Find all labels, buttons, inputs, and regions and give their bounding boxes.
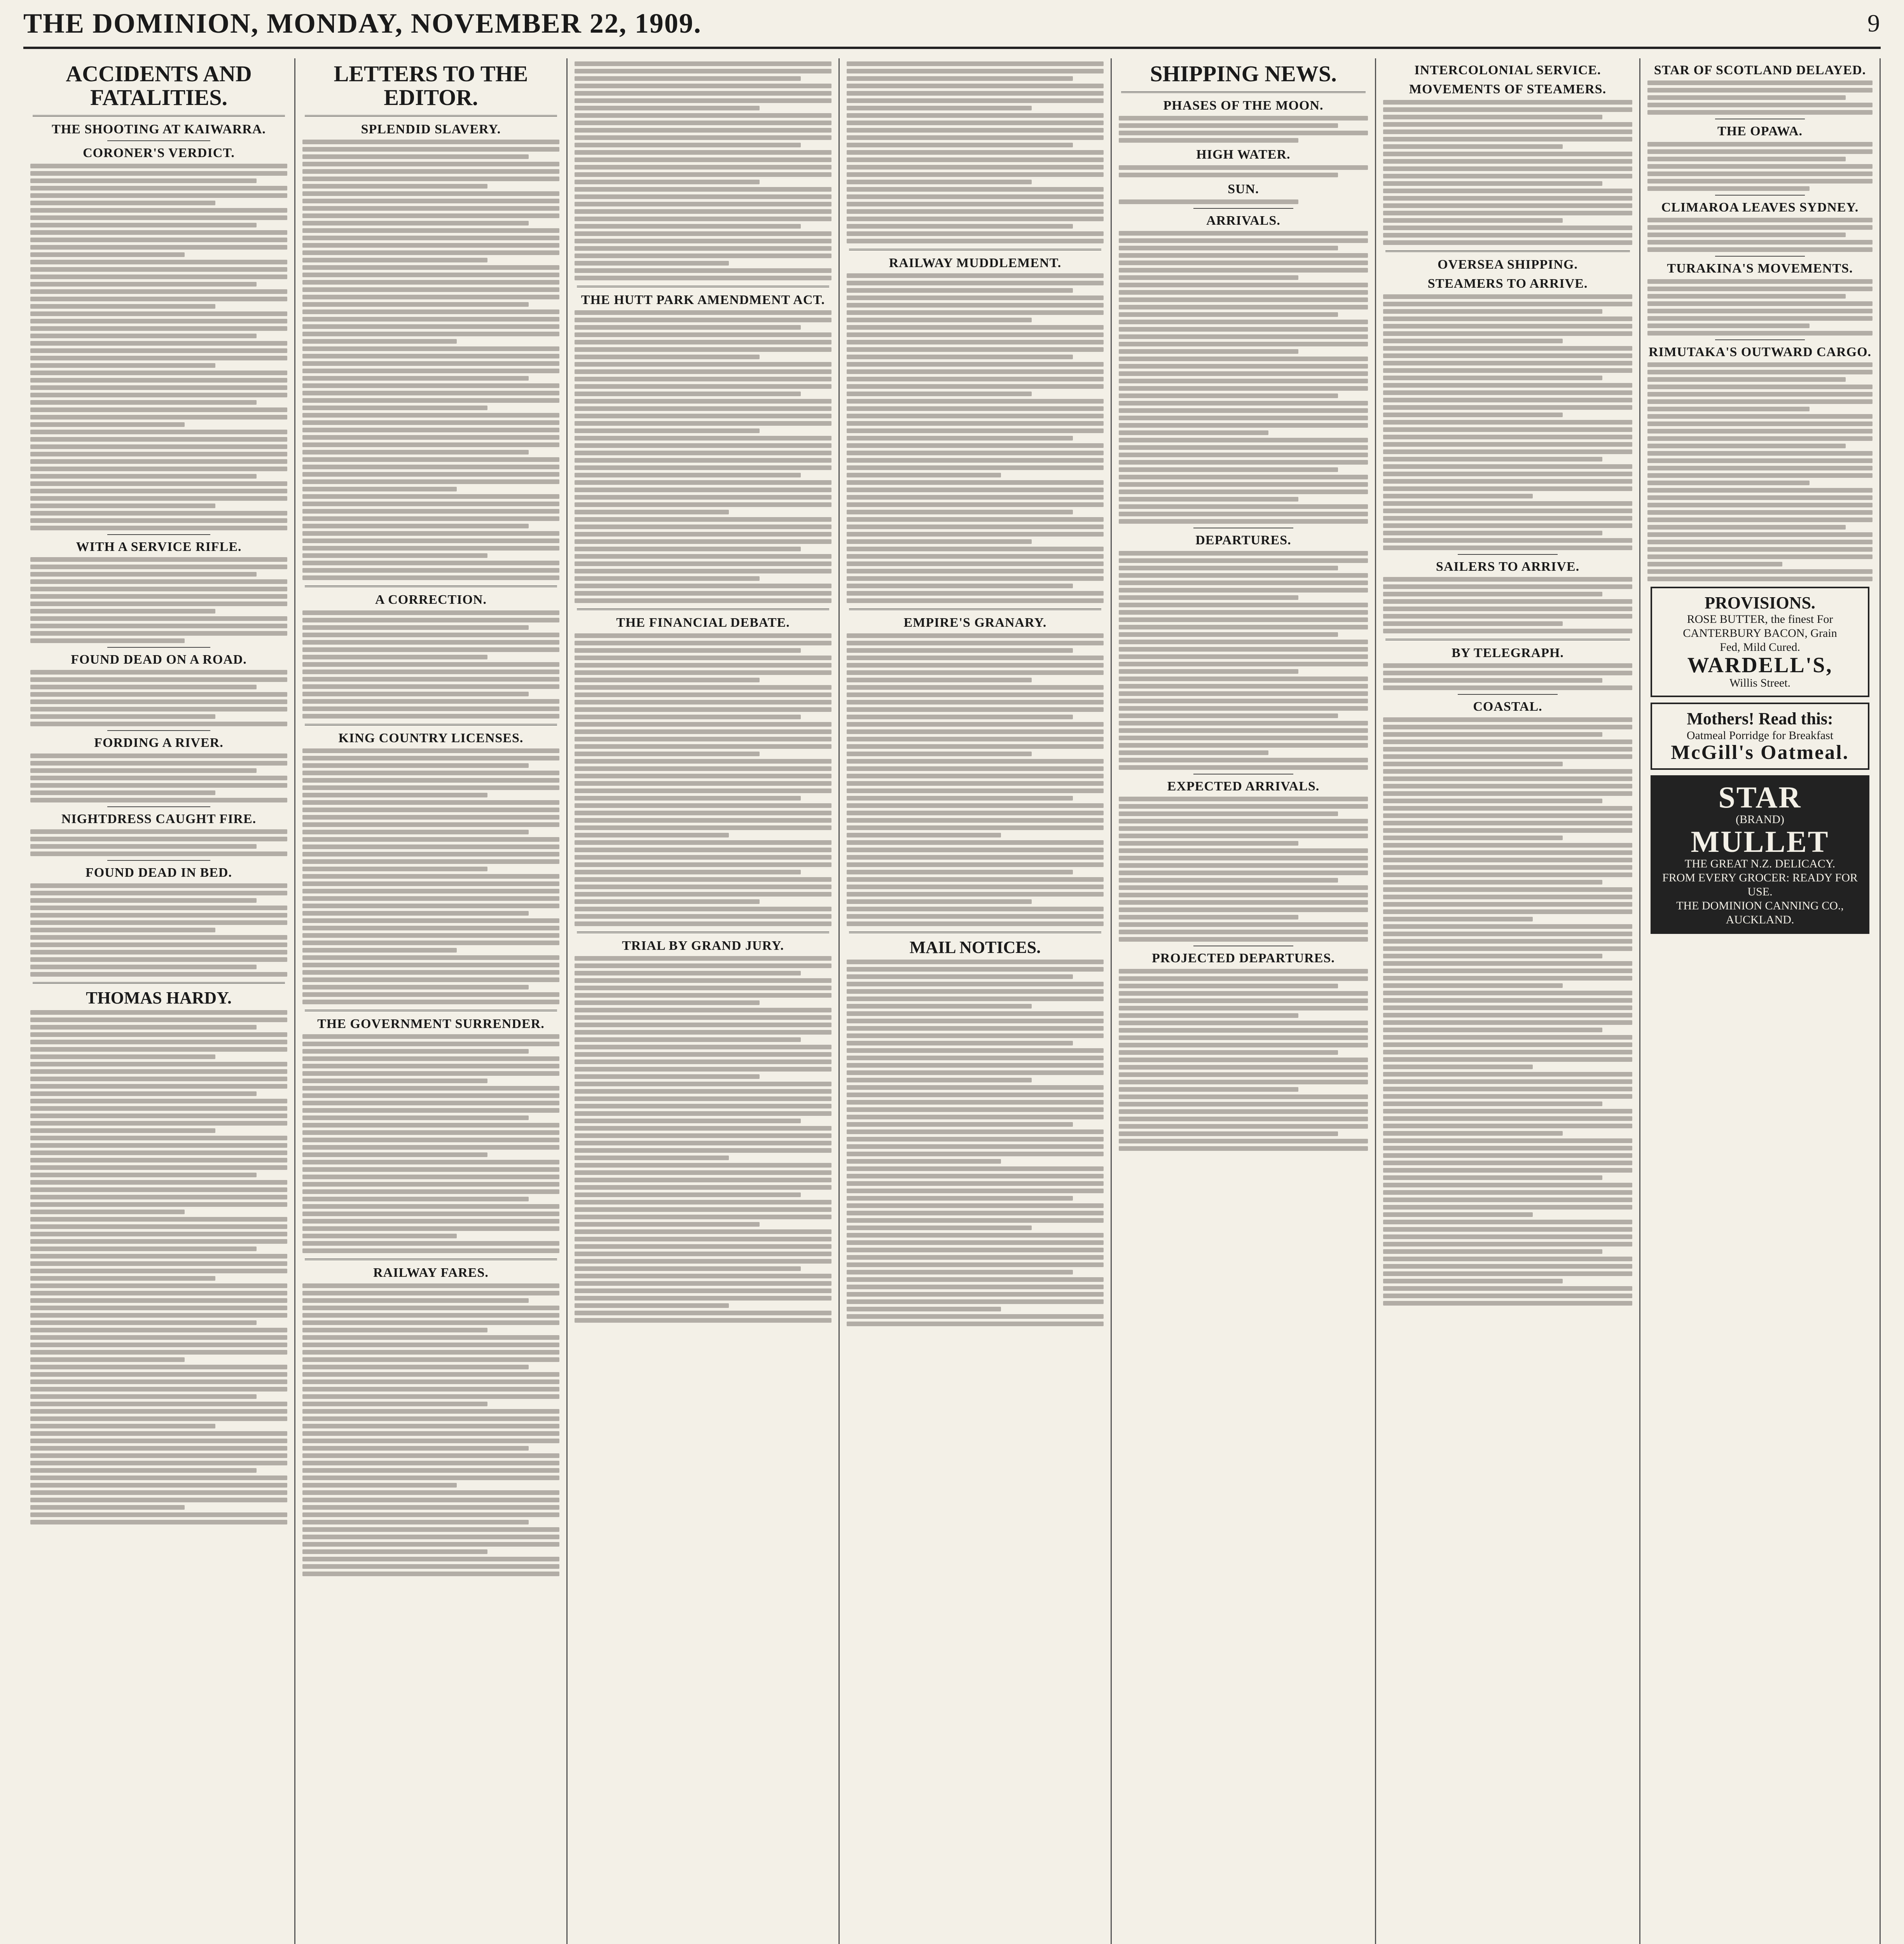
column-4: [840, 58, 1112, 1944]
subhead: STEAMERS TO ARRIVE.: [1427, 276, 1588, 291]
subhead: WITH A SERVICE RIFLE.: [76, 539, 242, 554]
divider: [33, 982, 285, 984]
subhead: THE FINANCIAL DEBATE.: [616, 615, 790, 630]
provisions-title: PROVISIONS.: [1705, 593, 1815, 612]
letter-text: [575, 956, 831, 1323]
subhead: BY TELEGRAPH.: [1452, 645, 1564, 660]
letter-text: [575, 310, 831, 603]
divider: [107, 140, 210, 141]
article-text: [30, 1010, 287, 1524]
article-text: [30, 829, 287, 856]
provisions-line: ROSE BUTTER, the finest For: [1687, 613, 1833, 626]
letter-text: [302, 1283, 559, 1576]
subhead: CLIMAROA LEAVES SYDNEY.: [1661, 200, 1859, 215]
divider: [577, 286, 829, 287]
page-number: 9: [1867, 9, 1881, 37]
subhead: FORDING A RIVER.: [94, 736, 224, 750]
divider: [1458, 694, 1557, 695]
subhead: COASTAL.: [1473, 699, 1542, 714]
shipping-text: [1119, 797, 1368, 942]
shipping-text: [1119, 231, 1368, 524]
divider: [849, 932, 1101, 933]
subhead: SAILERS TO ARRIVE.: [1436, 559, 1580, 574]
shipping-text: [1119, 199, 1368, 204]
subhead: HIGH WATER.: [1196, 147, 1291, 162]
divider: [305, 724, 557, 726]
subhead: THE GOVERNMENT SURRENDER.: [317, 1016, 545, 1031]
provisions-ad: [1651, 587, 1869, 697]
subhead: MAIL NOTICES.: [909, 937, 1041, 957]
subhead: STAR OF SCOTLAND DELAYED.: [1654, 63, 1866, 77]
divider: [1715, 339, 1805, 340]
shipping-text: [1383, 577, 1632, 633]
oatmeal-brand: McGill's Oatmeal.: [1671, 741, 1849, 764]
provisions-line: CANTERBURY BACON, Grain: [1683, 627, 1837, 640]
subhead: ARRIVALS.: [1206, 213, 1280, 228]
divider: [1458, 554, 1557, 555]
letter-text: [575, 633, 831, 926]
divider: [305, 1259, 557, 1260]
subhead: PHASES OF THE MOON.: [1163, 98, 1324, 113]
divider: [1715, 195, 1805, 196]
divider: [107, 534, 210, 535]
oatmeal-ad: [1651, 703, 1869, 769]
shipping-text: [1383, 100, 1632, 245]
subhead: NIGHTDRESS CAUGHT FIRE.: [61, 811, 257, 826]
shipping-text: [1119, 969, 1368, 1151]
mullet-brand: STAR: [1718, 780, 1802, 814]
subhead: PROJECTED DEPARTURES.: [1152, 951, 1335, 966]
column-5: [1112, 58, 1376, 1944]
letter-text: [302, 140, 559, 580]
article-text: [575, 61, 831, 280]
shipping-text: [1119, 116, 1368, 143]
subhead: DEPARTURES.: [1195, 533, 1291, 548]
divider: [1385, 250, 1630, 252]
divider: [305, 1010, 557, 1011]
newspaper-title: THE DOMINION, MONDAY, NOVEMBER 22, 1909.: [23, 7, 702, 39]
article-text: [847, 633, 1104, 926]
news-text: [1647, 279, 1873, 336]
subhead: KING COUNTRY LICENSES.: [338, 731, 524, 745]
column-1-heading: ACCIDENTS AND FATALITIES.: [66, 61, 252, 110]
article-text: [847, 61, 1104, 243]
mullet-line: THE GREAT N.Z. DELICACY.: [1684, 857, 1836, 870]
oatmeal-head: Mothers! Read this:: [1687, 709, 1833, 729]
mullet-line: FROM EVERY GROCER: READY FOR USE.: [1662, 871, 1858, 898]
shipping-text: [1383, 294, 1632, 550]
divider: [849, 249, 1101, 250]
article-text: [30, 753, 287, 802]
shipping-text: [1119, 165, 1368, 177]
masthead: [23, 0, 1881, 49]
subhead: FOUND DEAD ON A ROAD.: [71, 652, 247, 667]
divider: [107, 730, 210, 731]
subhead: FOUND DEAD IN BED.: [86, 865, 232, 880]
column-5-heading: SHIPPING NEWS.: [1150, 61, 1337, 86]
shipping-text: [1383, 663, 1632, 690]
shipping-text: [1119, 551, 1368, 770]
divider: [107, 860, 210, 861]
news-text: [1647, 362, 1873, 581]
subhead: THE SHOOTING AT KAIWARRA.: [52, 122, 266, 136]
provisions-street: Willis Street.: [1729, 677, 1791, 690]
divider: [577, 932, 829, 933]
news-text: [1647, 218, 1873, 252]
subhead: THOMAS HARDY.: [86, 988, 232, 1007]
subhead: RIMUTAKA'S OUTWARD CARGO.: [1648, 344, 1872, 359]
mullet-maker: THE DOMINION CANNING CO., AUCKLAND.: [1676, 899, 1844, 926]
subhead: RAILWAY FARES.: [373, 1266, 489, 1280]
subhead: EMPIRE'S GRANARY.: [903, 615, 1047, 630]
letter-text: [302, 610, 559, 719]
letter-text: [847, 273, 1104, 603]
subhead: INTERCOLONIAL SERVICE.: [1414, 63, 1601, 77]
article-text: [30, 164, 287, 530]
mullet-tag: (BRAND): [1736, 813, 1784, 826]
subhead: CORONER'S VERDICT.: [83, 146, 235, 161]
subhead: TRIAL BY GRAND JURY.: [622, 938, 784, 953]
subhead: RAILWAY MUDDLEMENT.: [889, 256, 1062, 270]
mullet-product: MULLET: [1691, 824, 1829, 858]
divider: [1121, 91, 1366, 93]
letter-text: [302, 1034, 559, 1253]
provisions-line: Fed, Mild Cured.: [1720, 641, 1800, 654]
divider: [305, 586, 557, 587]
mullet-ad: [1651, 775, 1869, 934]
column-1: [23, 58, 295, 1944]
mail-notices-text: [847, 960, 1104, 1326]
article-text: [30, 670, 287, 726]
column-2-heading: LETTERS TO THE EDITOR.: [334, 61, 528, 110]
column-3: [568, 58, 840, 1944]
oatmeal-product: Oatmeal Porridge for Breakfast: [1686, 729, 1834, 742]
provisions-brand: WARDELL'S,: [1687, 653, 1833, 678]
subhead: A CORRECTION.: [375, 593, 487, 607]
divider: [577, 608, 829, 610]
subhead: EXPECTED ARRIVALS.: [1167, 779, 1320, 794]
divider: [849, 608, 1101, 610]
divider: [107, 806, 210, 807]
column-2: [295, 58, 568, 1944]
news-text: [1647, 80, 1873, 115]
divider: [107, 647, 210, 648]
divider: [33, 115, 285, 117]
article-text: [30, 557, 287, 643]
divider: [1385, 639, 1630, 640]
subhead: SPLENDID SLAVERY.: [361, 122, 501, 136]
subhead: TURAKINA'S MOVEMENTS.: [1667, 261, 1853, 276]
article-text: [30, 883, 287, 977]
subhead: THE OPAWA.: [1717, 124, 1803, 139]
column-7: [1640, 58, 1881, 1944]
divider: [305, 115, 557, 117]
divider: [1193, 208, 1293, 209]
subhead: MOVEMENTS OF STEAMERS.: [1409, 82, 1607, 97]
subhead: SUN.: [1228, 182, 1259, 196]
subhead: THE HUTT PARK AMENDMENT ACT.: [581, 293, 825, 307]
letter-text: [302, 748, 559, 1004]
shipping-text: [1383, 717, 1632, 1306]
subhead: OVERSEA SHIPPING.: [1438, 257, 1578, 272]
divider: [1715, 256, 1805, 257]
column-6: [1376, 58, 1640, 1944]
news-text: [1647, 142, 1873, 191]
